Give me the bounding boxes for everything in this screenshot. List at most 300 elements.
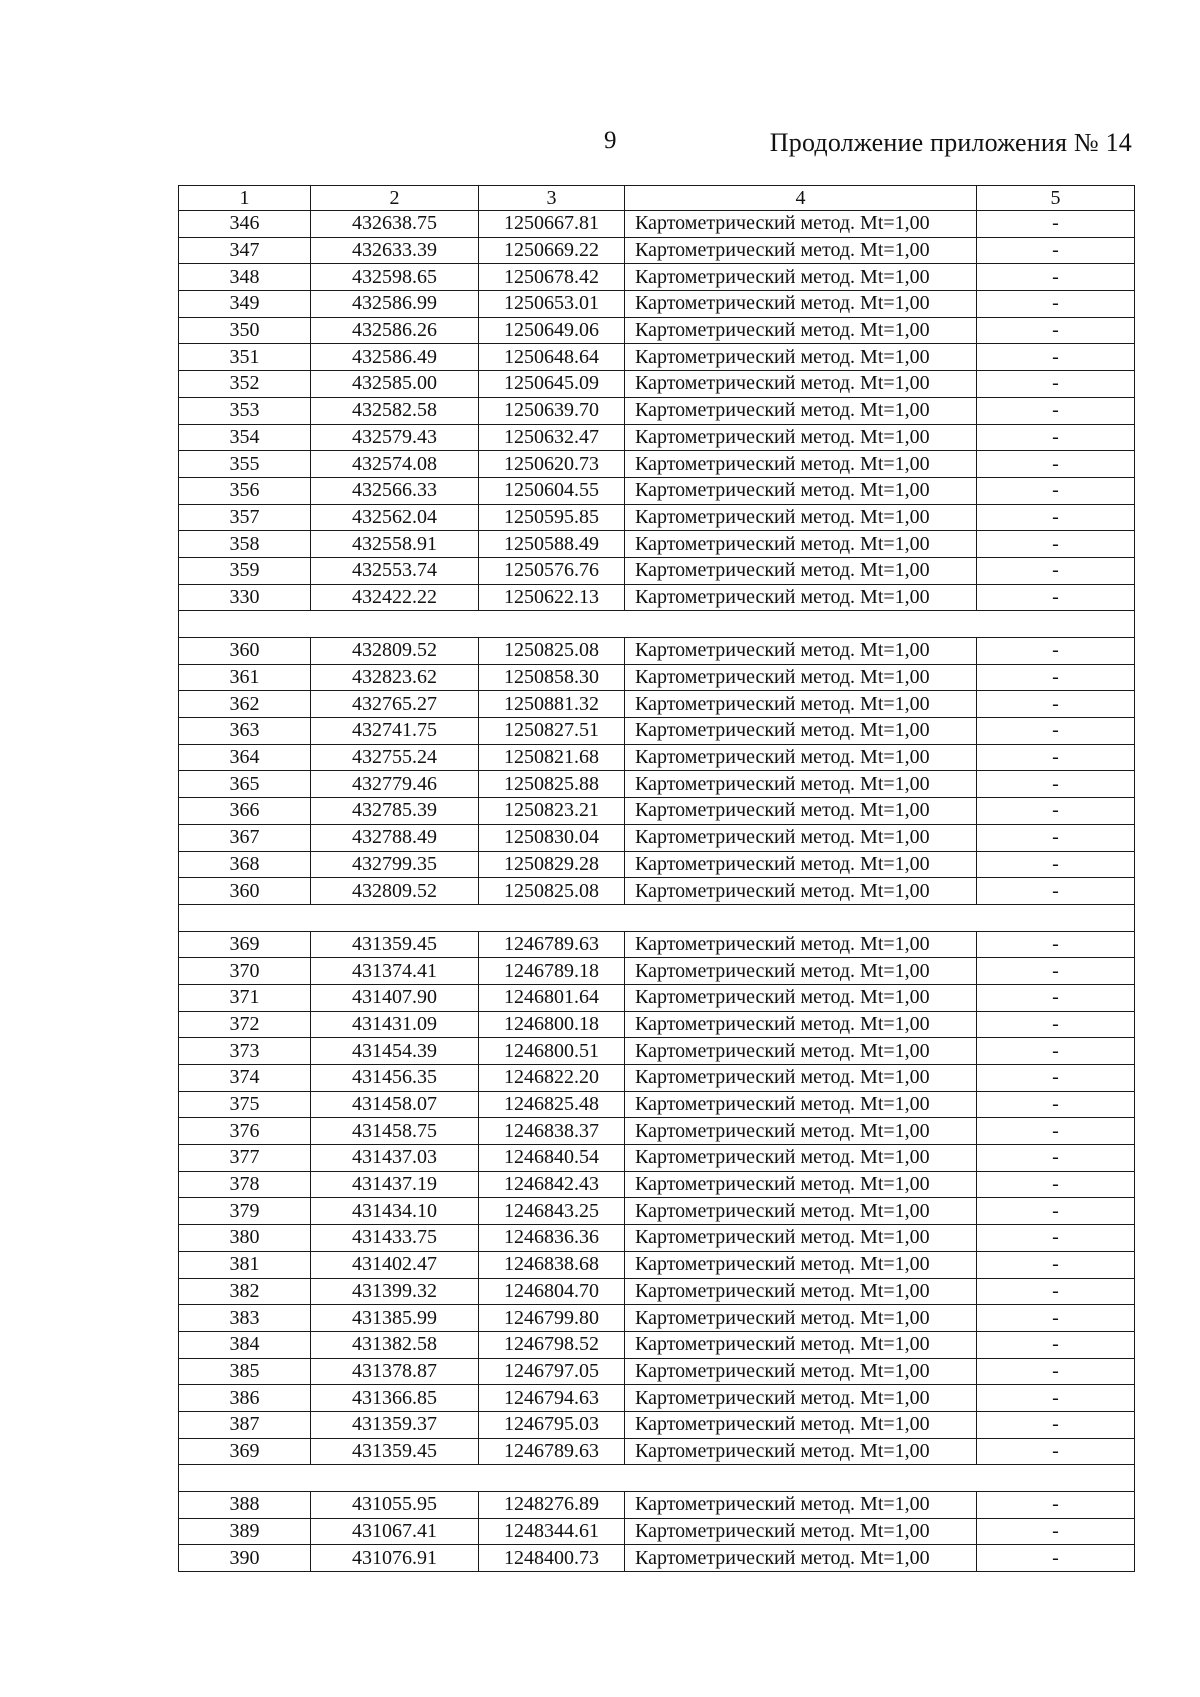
y-coordinate: 1250678.42 [479, 264, 625, 291]
x-coordinate: 431378.87 [311, 1358, 479, 1385]
point-number: 330 [179, 584, 311, 611]
note-cell: - [977, 718, 1135, 745]
note-cell: - [977, 958, 1135, 985]
x-coordinate: 432586.99 [311, 291, 479, 318]
point-number: 359 [179, 557, 311, 584]
x-coordinate: 431359.37 [311, 1411, 479, 1438]
point-number: 379 [179, 1198, 311, 1225]
table-row [179, 851, 1135, 878]
table-row [179, 878, 1135, 905]
point-number: 360 [179, 878, 311, 905]
method-cell: Картометрический метод. Mt=1,00 [625, 878, 977, 905]
table-row [179, 664, 1135, 691]
y-coordinate: 1250648.64 [479, 344, 625, 371]
method-cell: Картометрический метод. Mt=1,00 [625, 744, 977, 771]
point-number: 355 [179, 451, 311, 478]
y-coordinate: 1250827.51 [479, 718, 625, 745]
note-cell: - [977, 1518, 1135, 1545]
point-number: 376 [179, 1118, 311, 1145]
x-coordinate: 431433.75 [311, 1225, 479, 1252]
note-cell: - [977, 1038, 1135, 1065]
method-cell: Картометрический метод. Mt=1,00 [625, 984, 977, 1011]
point-number: 382 [179, 1278, 311, 1305]
point-number: 390 [179, 1545, 311, 1572]
x-coordinate: 432638.75 [311, 211, 479, 238]
y-coordinate: 1250576.76 [479, 557, 625, 584]
note-cell: - [977, 931, 1135, 958]
note-cell: - [977, 1198, 1135, 1225]
x-coordinate: 432741.75 [311, 718, 479, 745]
y-coordinate: 1248344.61 [479, 1518, 625, 1545]
x-coordinate: 431454.39 [311, 1038, 479, 1065]
method-cell: Картометрический метод. Mt=1,00 [625, 1278, 977, 1305]
x-coordinate: 431458.07 [311, 1091, 479, 1118]
point-number: 385 [179, 1358, 311, 1385]
table-row [179, 1198, 1135, 1225]
x-coordinate: 431374.41 [311, 958, 479, 985]
note-cell: - [977, 691, 1135, 718]
method-cell: Картометрический метод. Mt=1,00 [625, 958, 977, 985]
x-coordinate: 432809.52 [311, 878, 479, 905]
y-coordinate: 1248276.89 [479, 1492, 625, 1519]
point-number: 384 [179, 1331, 311, 1358]
note-cell: - [977, 1145, 1135, 1172]
y-coordinate: 1250639.70 [479, 397, 625, 424]
note-cell: - [977, 1385, 1135, 1412]
table-row [179, 1385, 1135, 1412]
method-cell: Картометрический метод. Mt=1,00 [625, 851, 977, 878]
x-coordinate: 431458.75 [311, 1118, 479, 1145]
y-coordinate: 1250858.30 [479, 664, 625, 691]
method-cell: Картометрический метод. Mt=1,00 [625, 1331, 977, 1358]
note-cell: - [977, 1011, 1135, 1038]
point-number: 377 [179, 1145, 311, 1172]
note-cell: - [977, 1171, 1135, 1198]
y-coordinate: 1250821.68 [479, 744, 625, 771]
point-number: 346 [179, 211, 311, 238]
method-cell: Картометрический метод. Mt=1,00 [625, 291, 977, 318]
x-coordinate: 432779.46 [311, 771, 479, 798]
point-number: 368 [179, 851, 311, 878]
point-number: 364 [179, 744, 311, 771]
note-cell: - [977, 824, 1135, 851]
y-coordinate: 1250825.08 [479, 638, 625, 665]
y-coordinate: 1250604.55 [479, 477, 625, 504]
x-coordinate: 431076.91 [311, 1545, 479, 1572]
x-coordinate: 432586.26 [311, 317, 479, 344]
x-coordinate: 431402.47 [311, 1251, 479, 1278]
point-number: 383 [179, 1305, 311, 1332]
method-cell: Картометрический метод. Mt=1,00 [625, 264, 977, 291]
note-cell: - [977, 477, 1135, 504]
method-cell: Картометрический метод. Mt=1,00 [625, 397, 977, 424]
x-coordinate: 432579.43 [311, 424, 479, 451]
y-coordinate: 1250595.85 [479, 504, 625, 531]
note-cell: - [977, 1305, 1135, 1332]
x-coordinate: 431385.99 [311, 1305, 479, 1332]
y-coordinate: 1246838.37 [479, 1118, 625, 1145]
point-number: 370 [179, 958, 311, 985]
table-row [179, 504, 1135, 531]
table-row [179, 1091, 1135, 1118]
point-number: 371 [179, 984, 311, 1011]
x-coordinate: 431359.45 [311, 931, 479, 958]
method-cell: Картометрический метод. Mt=1,00 [625, 691, 977, 718]
table-row [179, 1251, 1135, 1278]
x-coordinate: 432582.58 [311, 397, 479, 424]
y-coordinate: 1246822.20 [479, 1065, 625, 1092]
x-coordinate: 431399.32 [311, 1278, 479, 1305]
x-coordinate: 431456.35 [311, 1065, 479, 1092]
method-cell: Картометрический метод. Mt=1,00 [625, 1145, 977, 1172]
point-number: 389 [179, 1518, 311, 1545]
table-row [179, 237, 1135, 264]
note-cell: - [977, 1091, 1135, 1118]
note-cell: - [977, 424, 1135, 451]
y-coordinate: 1250881.32 [479, 691, 625, 718]
x-coordinate: 431366.85 [311, 1385, 479, 1412]
table-row [179, 477, 1135, 504]
point-number: 361 [179, 664, 311, 691]
note-cell: - [977, 584, 1135, 611]
note-cell: - [977, 638, 1135, 665]
note-cell: - [977, 1411, 1135, 1438]
column-header: 4 [625, 186, 977, 211]
method-cell: Картометрический метод. Mt=1,00 [625, 718, 977, 745]
method-cell: Картометрический метод. Mt=1,00 [625, 451, 977, 478]
method-cell: Картометрический метод. Mt=1,00 [625, 824, 977, 851]
table-row [179, 718, 1135, 745]
separator-cell [179, 1465, 1135, 1492]
table-row [179, 557, 1135, 584]
method-cell: Картометрический метод. Mt=1,00 [625, 584, 977, 611]
note-cell: - [977, 211, 1135, 238]
y-coordinate: 1246801.64 [479, 984, 625, 1011]
table-row [179, 1011, 1135, 1038]
point-number: 367 [179, 824, 311, 851]
table-row [179, 397, 1135, 424]
method-cell: Картометрический метод. Mt=1,00 [625, 1518, 977, 1545]
table-row [179, 1038, 1135, 1065]
table-row [179, 371, 1135, 398]
method-cell: Картометрический метод. Mt=1,00 [625, 1225, 977, 1252]
note-cell: - [977, 1438, 1135, 1465]
note-cell: - [977, 1251, 1135, 1278]
table-row [179, 691, 1135, 718]
x-coordinate: 431382.58 [311, 1331, 479, 1358]
coordinates-table [178, 185, 1135, 1572]
point-number: 366 [179, 798, 311, 825]
table-row [179, 798, 1135, 825]
x-coordinate: 431437.19 [311, 1171, 479, 1198]
table-row [179, 744, 1135, 771]
table-row [179, 531, 1135, 558]
method-cell: Картометрический метод. Mt=1,00 [625, 557, 977, 584]
y-coordinate: 1250825.88 [479, 771, 625, 798]
point-number: 358 [179, 531, 311, 558]
point-number: 375 [179, 1091, 311, 1118]
table-row [179, 317, 1135, 344]
x-coordinate: 432765.27 [311, 691, 479, 718]
y-coordinate: 1250653.01 [479, 291, 625, 318]
contour-separator-row [179, 904, 1135, 931]
point-number: 362 [179, 691, 311, 718]
note-cell: - [977, 504, 1135, 531]
page-title: Продолжение приложения № 14 [769, 128, 1132, 157]
note-cell: - [977, 878, 1135, 905]
point-number: 353 [179, 397, 311, 424]
point-number: 388 [179, 1492, 311, 1519]
y-coordinate: 1246789.63 [479, 1438, 625, 1465]
note-cell: - [977, 1225, 1135, 1252]
point-number: 374 [179, 1065, 311, 1092]
header-row [179, 186, 1135, 211]
y-coordinate: 1246797.05 [479, 1358, 625, 1385]
method-cell: Картометрический метод. Mt=1,00 [625, 477, 977, 504]
x-coordinate: 432558.91 [311, 531, 479, 558]
x-coordinate: 432809.52 [311, 638, 479, 665]
note-cell: - [977, 1331, 1135, 1358]
note-cell: - [977, 1118, 1135, 1145]
table-row [179, 1225, 1135, 1252]
table-row [179, 931, 1135, 958]
table-row [179, 584, 1135, 611]
method-cell: Картометрический метод. Mt=1,00 [625, 424, 977, 451]
point-number: 365 [179, 771, 311, 798]
point-number: 380 [179, 1225, 311, 1252]
x-coordinate: 432823.62 [311, 664, 479, 691]
y-coordinate: 1246838.68 [479, 1251, 625, 1278]
method-cell: Картометрический метод. Mt=1,00 [625, 1438, 977, 1465]
contour-separator-row [179, 611, 1135, 638]
table-row [179, 984, 1135, 1011]
x-coordinate: 431434.10 [311, 1198, 479, 1225]
point-number: 348 [179, 264, 311, 291]
point-number: 369 [179, 1438, 311, 1465]
table-row [179, 824, 1135, 851]
table-row [179, 771, 1135, 798]
page-number: 9 [604, 127, 617, 154]
column-header: 1 [179, 186, 311, 211]
method-cell: Картометрический метод. Mt=1,00 [625, 1118, 977, 1145]
table-header [179, 186, 1135, 211]
x-coordinate: 431067.41 [311, 1518, 479, 1545]
note-cell: - [977, 771, 1135, 798]
method-cell: Картометрический метод. Mt=1,00 [625, 1358, 977, 1385]
note-cell: - [977, 531, 1135, 558]
note-cell: - [977, 237, 1135, 264]
y-coordinate: 1246825.48 [479, 1091, 625, 1118]
note-cell: - [977, 984, 1135, 1011]
point-number: 369 [179, 931, 311, 958]
point-number: 387 [179, 1411, 311, 1438]
note-cell: - [977, 1065, 1135, 1092]
table-row [179, 291, 1135, 318]
note-cell: - [977, 744, 1135, 771]
method-cell: Картометрический метод. Mt=1,00 [625, 1065, 977, 1092]
note-cell: - [977, 798, 1135, 825]
table-row [179, 1305, 1135, 1332]
table-row [179, 344, 1135, 371]
point-number: 373 [179, 1038, 311, 1065]
contour-separator-row [179, 1465, 1135, 1492]
y-coordinate: 1246789.18 [479, 958, 625, 985]
y-coordinate: 1250620.73 [479, 451, 625, 478]
point-number: 363 [179, 718, 311, 745]
y-coordinate: 1246843.25 [479, 1198, 625, 1225]
point-number: 354 [179, 424, 311, 451]
method-cell: Картометрический метод. Mt=1,00 [625, 1251, 977, 1278]
table-row [179, 1145, 1135, 1172]
method-cell: Картометрический метод. Mt=1,00 [625, 211, 977, 238]
method-cell: Картометрический метод. Mt=1,00 [625, 1091, 977, 1118]
y-coordinate: 1250830.04 [479, 824, 625, 851]
table-row [179, 211, 1135, 238]
table-row [179, 1518, 1135, 1545]
x-coordinate: 432566.33 [311, 477, 479, 504]
table-row [179, 1278, 1135, 1305]
method-cell: Картометрический метод. Mt=1,00 [625, 638, 977, 665]
table-row [179, 424, 1135, 451]
x-coordinate: 432422.22 [311, 584, 479, 611]
note-cell: - [977, 1278, 1135, 1305]
table-row [179, 1118, 1135, 1145]
note-cell: - [977, 851, 1135, 878]
note-cell: - [977, 1545, 1135, 1572]
point-number: 347 [179, 237, 311, 264]
method-cell: Картометрический метод. Mt=1,00 [625, 931, 977, 958]
x-coordinate: 432785.39 [311, 798, 479, 825]
y-coordinate: 1246836.36 [479, 1225, 625, 1252]
y-coordinate: 1246789.63 [479, 931, 625, 958]
point-number: 356 [179, 477, 311, 504]
table-row [179, 1065, 1135, 1092]
y-coordinate: 1248400.73 [479, 1545, 625, 1572]
x-coordinate: 432586.49 [311, 344, 479, 371]
method-cell: Картометрический метод. Mt=1,00 [625, 1011, 977, 1038]
point-number: 351 [179, 344, 311, 371]
method-cell: Картометрический метод. Mt=1,00 [625, 664, 977, 691]
method-cell: Картометрический метод. Mt=1,00 [625, 504, 977, 531]
y-coordinate: 1246794.63 [479, 1385, 625, 1412]
note-cell: - [977, 264, 1135, 291]
note-cell: - [977, 664, 1135, 691]
y-coordinate: 1250632.47 [479, 424, 625, 451]
x-coordinate: 431055.95 [311, 1492, 479, 1519]
method-cell: Картометрический метод. Mt=1,00 [625, 344, 977, 371]
method-cell: Картометрический метод. Mt=1,00 [625, 317, 977, 344]
x-coordinate: 432553.74 [311, 557, 479, 584]
x-coordinate: 432574.08 [311, 451, 479, 478]
table-row [179, 958, 1135, 985]
point-number: 350 [179, 317, 311, 344]
method-cell: Картометрический метод. Mt=1,00 [625, 237, 977, 264]
method-cell: Картометрический метод. Mt=1,00 [625, 1198, 977, 1225]
table-row [179, 1171, 1135, 1198]
separator-cell [179, 904, 1135, 931]
method-cell: Картометрический метод. Mt=1,00 [625, 531, 977, 558]
x-coordinate: 432598.65 [311, 264, 479, 291]
column-header: 3 [479, 186, 625, 211]
note-cell: - [977, 291, 1135, 318]
y-coordinate: 1250829.28 [479, 851, 625, 878]
point-number: 386 [179, 1385, 311, 1412]
point-number: 357 [179, 504, 311, 531]
table-row [179, 1492, 1135, 1519]
method-cell: Картометрический метод. Mt=1,00 [625, 371, 977, 398]
x-coordinate: 431359.45 [311, 1438, 479, 1465]
point-number: 381 [179, 1251, 311, 1278]
column-header: 5 [977, 186, 1135, 211]
table-row [179, 1331, 1135, 1358]
y-coordinate: 1250645.09 [479, 371, 625, 398]
table-row [179, 638, 1135, 665]
point-number: 378 [179, 1171, 311, 1198]
table-row [179, 1545, 1135, 1572]
x-coordinate: 431431.09 [311, 1011, 479, 1038]
y-coordinate: 1250588.49 [479, 531, 625, 558]
note-cell: - [977, 557, 1135, 584]
method-cell: Картометрический метод. Mt=1,00 [625, 1385, 977, 1412]
table-row [179, 1411, 1135, 1438]
x-coordinate: 432585.00 [311, 371, 479, 398]
point-number: 349 [179, 291, 311, 318]
point-number: 360 [179, 638, 311, 665]
table-row [179, 1438, 1135, 1465]
separator-cell [179, 611, 1135, 638]
note-cell: - [977, 371, 1135, 398]
method-cell: Картометрический метод. Mt=1,00 [625, 771, 977, 798]
method-cell: Картометрический метод. Mt=1,00 [625, 1038, 977, 1065]
x-coordinate: 432633.39 [311, 237, 479, 264]
method-cell: Картометрический метод. Mt=1,00 [625, 1305, 977, 1332]
y-coordinate: 1246795.03 [479, 1411, 625, 1438]
method-cell: Картометрический метод. Mt=1,00 [625, 798, 977, 825]
table-row [179, 264, 1135, 291]
y-coordinate: 1246842.43 [479, 1171, 625, 1198]
method-cell: Картометрический метод. Mt=1,00 [625, 1171, 977, 1198]
x-coordinate: 432755.24 [311, 744, 479, 771]
point-number: 352 [179, 371, 311, 398]
note-cell: - [977, 397, 1135, 424]
note-cell: - [977, 317, 1135, 344]
method-cell: Картометрический метод. Mt=1,00 [625, 1411, 977, 1438]
note-cell: - [977, 1358, 1135, 1385]
y-coordinate: 1250823.21 [479, 798, 625, 825]
note-cell: - [977, 1492, 1135, 1519]
y-coordinate: 1250649.06 [479, 317, 625, 344]
y-coordinate: 1250669.22 [479, 237, 625, 264]
method-cell: Картометрический метод. Mt=1,00 [625, 1492, 977, 1519]
y-coordinate: 1246800.18 [479, 1011, 625, 1038]
y-coordinate: 1250667.81 [479, 211, 625, 238]
x-coordinate: 432799.35 [311, 851, 479, 878]
y-coordinate: 1250622.13 [479, 584, 625, 611]
y-coordinate: 1246804.70 [479, 1278, 625, 1305]
table-row [179, 451, 1135, 478]
table-body [179, 211, 1135, 1572]
column-header: 2 [311, 186, 479, 211]
note-cell: - [977, 451, 1135, 478]
x-coordinate: 432788.49 [311, 824, 479, 851]
point-number: 372 [179, 1011, 311, 1038]
x-coordinate: 432562.04 [311, 504, 479, 531]
y-coordinate: 1250825.08 [479, 878, 625, 905]
y-coordinate: 1246800.51 [479, 1038, 625, 1065]
y-coordinate: 1246840.54 [479, 1145, 625, 1172]
x-coordinate: 431407.90 [311, 984, 479, 1011]
y-coordinate: 1246799.80 [479, 1305, 625, 1332]
